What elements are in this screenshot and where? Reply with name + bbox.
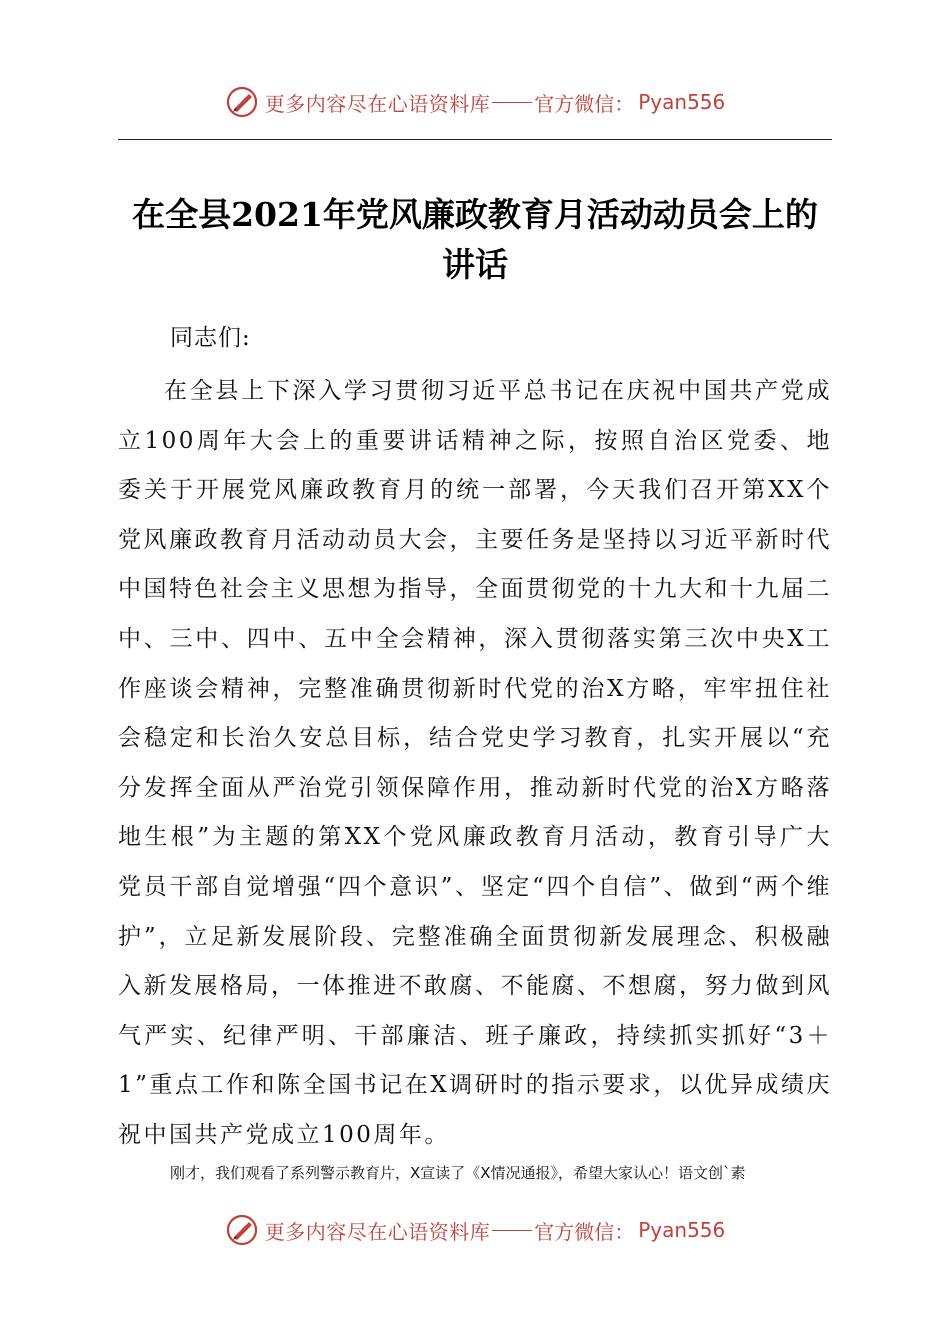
pen-logo-icon [225, 1213, 259, 1247]
header-brand-text: 更多内容尽在心语资料库 [264, 91, 491, 116]
footer-wechat-label: 官方微信： [534, 1219, 635, 1244]
header-wechat-id: Pyan556 [638, 90, 726, 114]
body-paragraph: 在全县上下深入学习贯彻习近平总书记在庆祝中国共产党成立100周年大会上的重要讲话精神之际，按照自治区党委、地委关于开展党风廉政教育月的统一部署，今天我们召开第XX个党风廉政教育月活动动员大会，主要任务是坚持以习近平新时代中国特色社会主义思想为指导，全面贯彻党的十九大和十九届二中、三中、四中、五中全会精神，深入贯彻落实第三次中央X工作座谈会精神，完整准确贯彻新时代党的治X方略，牢牢扭住社会稳定和长治久安总目标，结合党史学习教育，扎实开展以“充分发挥全面从严治党引领保障作用，推动新时代党的治X方略落地生根”为主题的第XX个党风廉政教育月活动，教育引导广大党员干部自觉增强“四个意识”、坚定“四个自信”、做到“两个维护”，立足新发展阶段、完整准确全面贯彻新发展理念、积极融入新发展格局，一体推进不敢腐、不能腐、不想腐，努力做到风气严实、纪律严明、干部廉洁、班子廉政，持续抓实抓好“3＋1”重点工作和陈全国书记在X调研时的指示要求，以优异成绩庆祝中国共产党成立100周年。 [118, 378, 832, 1148]
header-banner [0, 80, 950, 124]
pen-logo-icon [225, 85, 259, 119]
footer-brand-text: 更多内容尽在心语资料库 [264, 1219, 491, 1244]
document-title: 在全县2021年党风廉政教育月活动动员会上的讲话 [132, 195, 818, 284]
footer-banner [0, 1208, 950, 1252]
body-paragraph-small: 刚才，我们观看了系列警示教育片，X宣读了《X情况通报》，希望大家认心！语文创`素 [170, 1164, 746, 1182]
footer-dash [492, 1230, 532, 1231]
header-dash [492, 102, 532, 103]
header-divider [118, 139, 832, 140]
header-wechat-label: 官方微信： [534, 91, 635, 116]
footer-wechat-id: Pyan556 [638, 1218, 726, 1242]
salutation: 同志们: [170, 325, 251, 351]
